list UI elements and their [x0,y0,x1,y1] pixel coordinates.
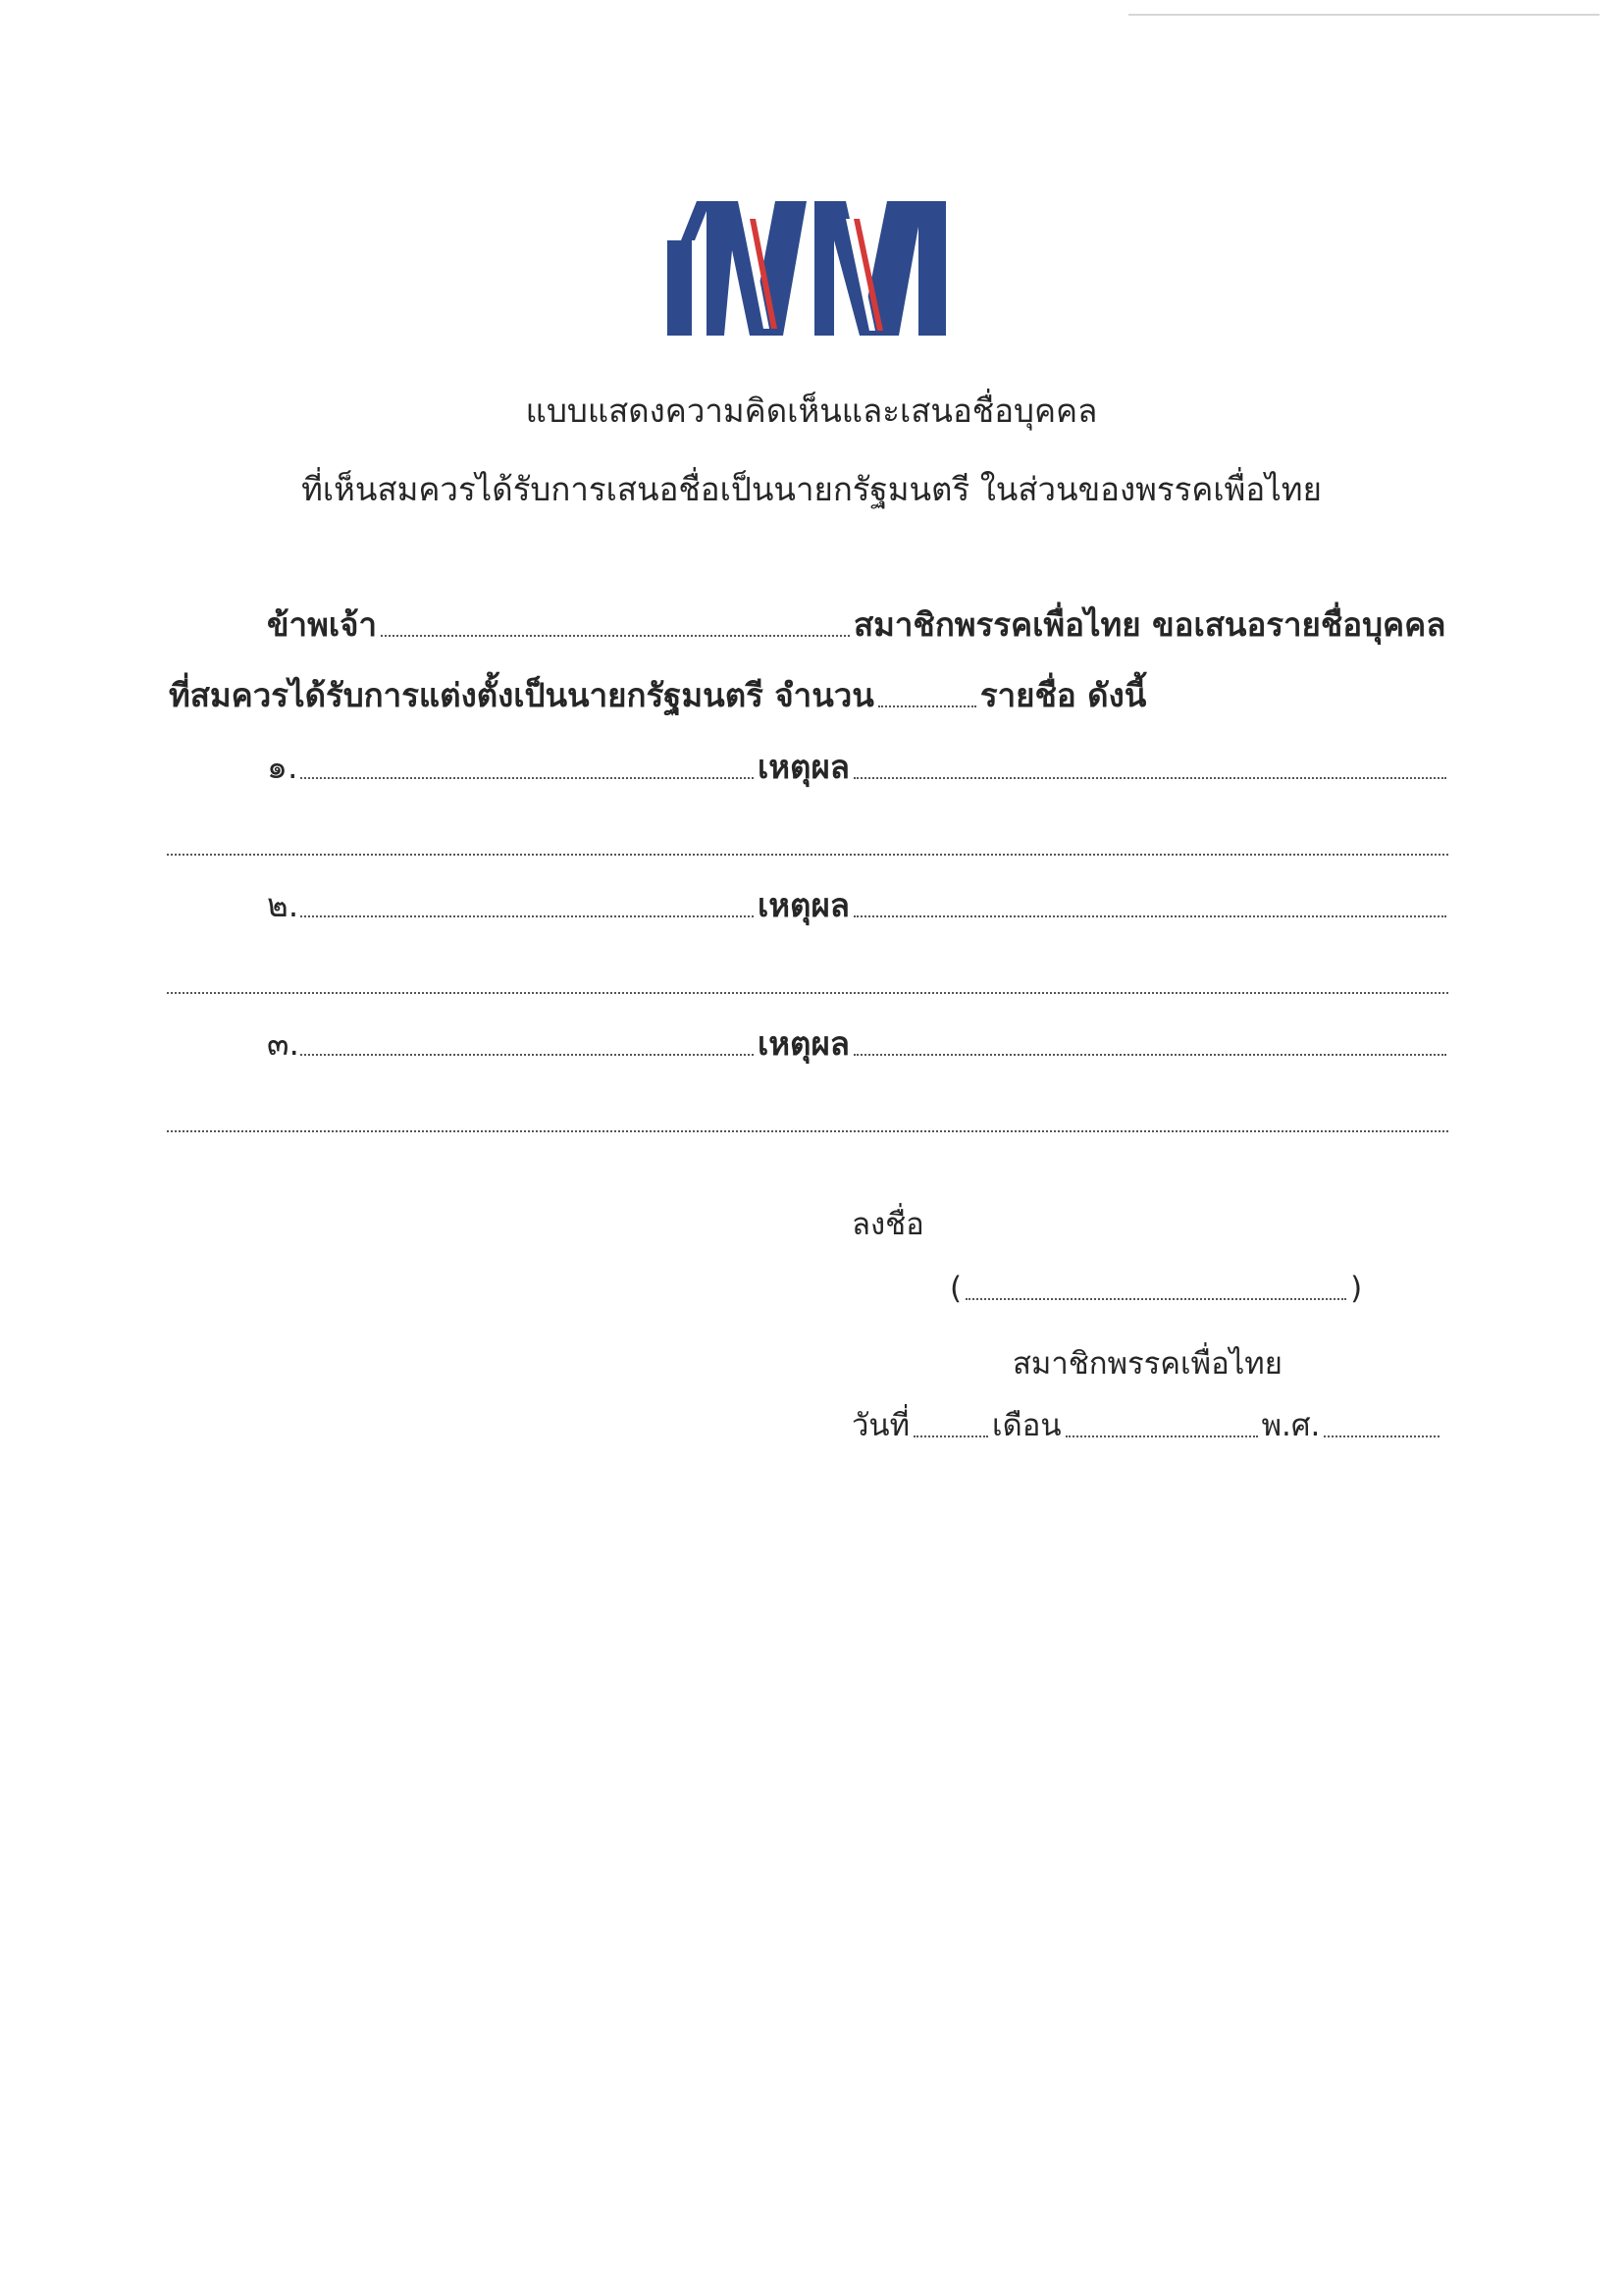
reason-label: เหตุผล [758,748,851,786]
date-row [852,1408,1443,1443]
member-role: สมาชิกพรรคเพื่อไทย [1013,1346,1283,1382]
nominee-number: ๑. [267,748,298,786]
count-label: ที่สมควรได้รับการแต่งตั้งเป็นนายกรัฐมนตรี จำนวน [169,676,874,714]
form-title-line1: แบบแสดงความคิดเห็นและเสนอชื่อบุคคล [525,391,1098,430]
nominee-name-field[interactable] [300,1054,754,1056]
nominee-number: ๓. [267,1024,300,1063]
declarant-suffix: สมาชิกพรรคเพื่อไทย ขอเสนอรายชื่อบุคคล [854,605,1446,644]
close-paren: ) [1350,1271,1363,1306]
scan-edge [1128,14,1599,16]
reason-label: เหตุผล [758,1024,851,1063]
reason-continuation-line[interactable] [167,1130,1448,1132]
reason-continuation-line[interactable] [167,992,1448,994]
form-title-line2: ที่เห็นสมควรได้รับการเสนอชื่อเป็นนายกรัฐมนตรี ในส่วนของพรรคเพื่อไทย [301,470,1322,508]
count-suffix: รายชื่อ ดังนี้ [979,676,1147,714]
declarant-label: ข้าพเจ้า [267,605,377,644]
nominee-row-1 [267,748,1450,786]
nominee-count-field[interactable] [878,705,976,707]
reason-label: เหตุผล [758,886,851,924]
year-field[interactable] [1324,1435,1440,1437]
signature-name-row [950,1271,1363,1306]
reason-field[interactable] [854,1054,1446,1056]
signature-label: ลงชื่อ [852,1207,924,1242]
month-field[interactable] [1066,1435,1258,1437]
day-label: วันที่ [852,1408,911,1443]
declarant-name-field[interactable] [381,635,850,637]
nominee-name-field[interactable] [300,915,754,917]
count-row [169,676,1147,714]
party-logo [667,201,946,336]
year-label: พ.ศ. [1261,1408,1321,1443]
reason-continuation-line[interactable] [167,854,1448,856]
nominee-name-field[interactable] [300,777,754,779]
reason-field[interactable] [854,777,1446,779]
nominee-number: ๒. [267,886,299,924]
reason-field[interactable] [854,915,1446,917]
nominee-row-3 [267,1024,1450,1063]
signature-name-field[interactable] [966,1298,1346,1300]
open-paren: ( [950,1271,963,1306]
nominee-row-2 [267,886,1450,924]
day-field[interactable] [914,1435,988,1437]
month-label: เดือน [992,1408,1062,1443]
declarant-row [267,605,1446,644]
